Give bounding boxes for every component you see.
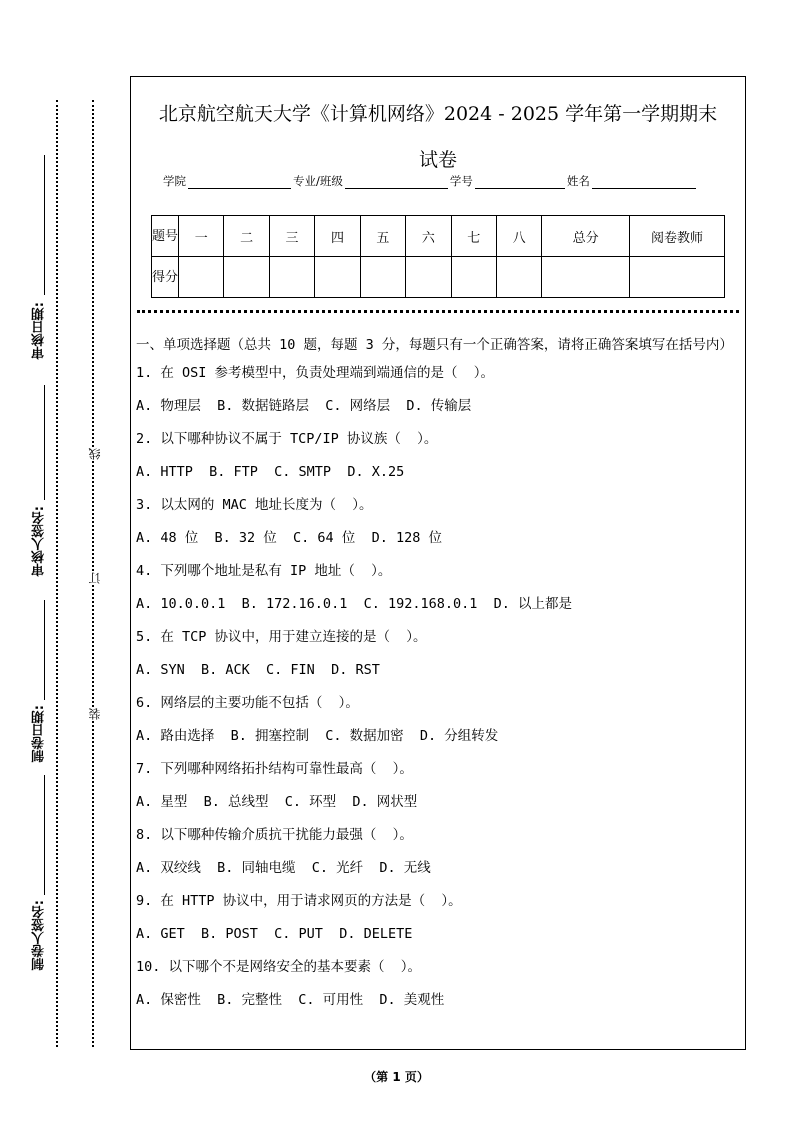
col-6: 六: [406, 216, 451, 257]
col-1: 一: [179, 216, 224, 257]
name-label: 姓名: [566, 174, 590, 188]
options-5: A. SYN B. ACK C. FIN D. RST: [136, 662, 380, 678]
outer-dotted-line: [56, 100, 58, 1047]
question-8: 8. 以下哪种传输介质抗干扰能力最强（ ）。: [136, 827, 413, 843]
question-3: 3. 以太网的 MAC 地址长度为（ ）。: [136, 497, 373, 513]
score-cell[interactable]: [360, 257, 405, 298]
student-id-field[interactable]: [475, 176, 565, 189]
col-8: 八: [496, 216, 541, 257]
question-6: 6. 网络层的主要功能不包括（ ）。: [136, 695, 359, 711]
score-cell[interactable]: [542, 257, 630, 298]
score-table-header-row: [152, 216, 725, 257]
score-cell[interactable]: [630, 257, 725, 298]
review-date-blank: [44, 155, 45, 295]
score-cell[interactable]: [315, 257, 360, 298]
binding-mark-bind: 订: [88, 572, 102, 584]
maker-sign-label: 制卷人签名:: [32, 900, 47, 971]
options-4: A. 10.0.0.1 B. 172.16.0.1 C. 192.168.0.1 D. 以上都是: [136, 596, 573, 612]
exam-title-line2: 试卷: [418, 149, 457, 171]
exam-paper: [130, 76, 746, 1050]
binding-mark-attach: 装: [88, 708, 102, 720]
maker-sign-blank: [44, 775, 45, 895]
page-number: （第 1 页）: [364, 1070, 429, 1084]
score-table: [151, 215, 725, 298]
score-table-score-row: [152, 257, 725, 298]
student-info-row: [163, 173, 723, 189]
col-3: 三: [269, 216, 314, 257]
dotted-separator: [137, 310, 739, 313]
col-4: 四: [315, 216, 360, 257]
make-date-label: 制卷日期:: [32, 705, 47, 763]
question-2: 2. 以下哪种协议不属于 TCP/IP 协议族（ ）。: [136, 431, 438, 447]
col-7: 七: [451, 216, 496, 257]
row-header-question: 题号: [152, 216, 179, 257]
section-1: [136, 334, 737, 1023]
options-2: A. HTTP B. FTP C. SMTP D. X.25: [136, 464, 405, 480]
college-field[interactable]: [188, 176, 291, 189]
col-2: 二: [224, 216, 269, 257]
col-total: 总分: [542, 216, 630, 257]
options-1: A. 物理层 B. 数据链路层 C. 网络层 D. 传输层: [136, 398, 472, 414]
score-cell[interactable]: [451, 257, 496, 298]
binding-mark-line: 线: [88, 448, 102, 460]
score-cell[interactable]: [406, 257, 451, 298]
section-1-heading: 一、单项选择题（总共 10 题，每题 3 分，每题只有一个正确答案，请将正确答案填写在括号内）: [136, 337, 733, 353]
college-label: 学院: [163, 174, 186, 188]
major-class-field[interactable]: [345, 176, 448, 189]
question-1: 1. 在 OSI 参考模型中，负责处理端到端通信的是（ ）。: [136, 365, 495, 381]
name-field[interactable]: [592, 176, 696, 189]
reviewer-sign-blank: [44, 385, 45, 500]
score-cell[interactable]: [496, 257, 541, 298]
question-10: 10. 以下哪个不是网络安全的基本要素（ ）。: [136, 959, 422, 975]
exam-title-line1: 北京航空航天大学《计算机网络》2024 - 2025 学年第一学期期末: [158, 103, 718, 125]
options-8: A. 双绞线 B. 同轴电缆 C. 光纤 D. 无线: [136, 860, 431, 876]
col-5: 五: [360, 216, 405, 257]
options-9: A. GET B. POST C. PUT D. DELETE: [136, 926, 413, 942]
row-header-score: 得分: [152, 257, 179, 298]
score-cell[interactable]: [269, 257, 314, 298]
options-7: A. 星型 B. 总线型 C. 环型 D. 网状型: [136, 794, 418, 810]
options-3: A. 48 位 B. 32 位 C. 64 位 D. 128 位: [136, 530, 442, 546]
options-6: A. 路由选择 B. 拥塞控制 C. 数据加密 D. 分组转发: [136, 728, 499, 744]
review-date-label: 审核日期:: [32, 302, 47, 360]
student-id-label: 学号: [449, 174, 473, 188]
reviewer-sign-label: 审核人签名:: [32, 506, 47, 577]
col-grader: 阅卷教师: [630, 216, 725, 257]
options-10: A. 保密性 B. 完整性 C. 可用性 D. 美观性: [136, 992, 445, 1008]
question-9: 9. 在 HTTP 协议中，用于请求网页的方法是（ ）。: [136, 893, 462, 909]
exam-title: [131, 91, 745, 183]
question-7: 7. 下列哪种网络拓扑结构可靠性最高（ ）。: [136, 761, 413, 777]
make-date-blank: [44, 600, 45, 700]
score-cell[interactable]: [179, 257, 224, 298]
question-4: 4. 下列哪个地址是私有 IP 地址（ ）。: [136, 563, 392, 579]
score-cell[interactable]: [224, 257, 269, 298]
question-5: 5. 在 TCP 协议中，用于建立连接的是（ ）。: [136, 629, 427, 645]
major-class-label: 专业/班级: [293, 174, 343, 188]
